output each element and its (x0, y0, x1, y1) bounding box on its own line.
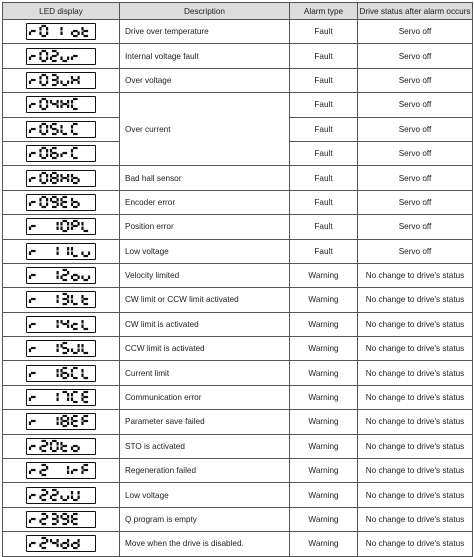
table-header-row (3, 3, 473, 20)
led-display (26, 389, 96, 406)
drive-status-cell: No change to drive's status (358, 385, 473, 409)
alarm-type-cell: Warning (290, 459, 358, 483)
led-digits (27, 488, 94, 502)
led-display (26, 170, 96, 187)
drive-status-cell: Servo off (358, 239, 473, 263)
description-cell: Over voltage (120, 68, 290, 92)
header-description: Description (120, 3, 290, 20)
led-digits (27, 341, 94, 355)
led-display (26, 72, 96, 89)
led-display (26, 121, 96, 138)
table-row (3, 337, 473, 361)
table-row (3, 68, 473, 92)
led-display (26, 267, 96, 284)
led-display (26, 511, 96, 528)
alarm-code-table-wrapper (2, 2, 473, 557)
led-display-cell (3, 532, 120, 556)
table-row (3, 190, 473, 214)
led-display-cell (3, 166, 120, 190)
led-display-cell (3, 239, 120, 263)
alarm-type-cell: Warning (290, 312, 358, 336)
drive-status-cell: No change to drive's status (358, 263, 473, 287)
table-row (3, 434, 473, 458)
led-display-cell (3, 190, 120, 214)
alarm-type-cell: Warning (290, 385, 358, 409)
alarm-type-cell: Fault (290, 117, 358, 141)
led-digits (27, 463, 94, 477)
led-display (26, 48, 96, 65)
description-cell: Drive over temperature (120, 20, 290, 44)
led-display-cell (3, 93, 120, 117)
drive-status-cell: No change to drive's status (358, 532, 473, 556)
description-cell: Low voltage (120, 239, 290, 263)
description-cell: Move when the drive is disabled. (120, 532, 290, 556)
description-cell: Parameter save failed (120, 410, 290, 434)
header-drive-status: Drive status after alarm occurs (358, 3, 473, 20)
led-digits (27, 195, 94, 209)
drive-status-cell: Servo off (358, 44, 473, 68)
led-display-cell (3, 483, 120, 507)
led-digits (27, 73, 94, 87)
led-display-cell (3, 215, 120, 239)
led-display-cell (3, 337, 120, 361)
led-display-cell (3, 141, 120, 165)
header-led-display: LED display (3, 3, 120, 20)
description-cell: Low voltage (120, 483, 290, 507)
drive-status-cell: No change to drive's status (358, 507, 473, 531)
description-cell: CCW limit is activated (120, 337, 290, 361)
drive-status-cell: Servo off (358, 166, 473, 190)
alarm-type-cell: Warning (290, 483, 358, 507)
led-display (26, 23, 96, 40)
drive-status-cell: Servo off (358, 93, 473, 117)
led-digits (27, 366, 94, 380)
led-display-cell (3, 361, 120, 385)
table-row (3, 532, 473, 556)
led-digits (27, 146, 94, 160)
led-display (26, 340, 96, 357)
led-display-cell (3, 68, 120, 92)
led-display-cell (3, 20, 120, 44)
led-display (26, 462, 96, 479)
drive-status-cell: No change to drive's status (358, 410, 473, 434)
led-display-cell (3, 410, 120, 434)
led-display-cell (3, 507, 120, 531)
led-digits (27, 512, 94, 526)
header-alarm-type: Alarm type (290, 3, 358, 20)
led-display (26, 291, 96, 308)
drive-status-cell: Servo off (358, 215, 473, 239)
drive-status-cell: No change to drive's status (358, 361, 473, 385)
led-digits (27, 219, 94, 233)
drive-status-cell: No change to drive's status (358, 434, 473, 458)
drive-status-cell: Servo off (358, 20, 473, 44)
table-row (3, 263, 473, 287)
led-display-cell (3, 263, 120, 287)
led-display (26, 145, 96, 162)
alarm-type-cell: Warning (290, 361, 358, 385)
drive-status-cell: Servo off (358, 141, 473, 165)
led-display (26, 96, 96, 113)
description-cell: Velocity limited (120, 263, 290, 287)
table-row (3, 166, 473, 190)
drive-status-cell: Servo off (358, 117, 473, 141)
alarm-code-table (2, 2, 473, 557)
alarm-type-cell: Fault (290, 141, 358, 165)
table-row (3, 410, 473, 434)
led-digits (27, 24, 94, 38)
drive-status-cell: No change to drive's status (358, 337, 473, 361)
led-digits (27, 292, 94, 306)
led-display-cell (3, 385, 120, 409)
led-display (26, 243, 96, 260)
description-cell: Current limit (120, 361, 290, 385)
led-display (26, 218, 96, 235)
led-digits (27, 439, 94, 453)
description-cell: Internal voltage fault (120, 44, 290, 68)
led-digits (27, 536, 94, 550)
description-cell: Regeneration failed (120, 459, 290, 483)
alarm-type-cell: Fault (290, 44, 358, 68)
table-row (3, 459, 473, 483)
led-display (26, 413, 96, 430)
description-cell: CW limit is activated (120, 312, 290, 336)
led-digits (27, 317, 94, 331)
led-display (26, 365, 96, 382)
drive-status-cell: No change to drive's status (358, 288, 473, 312)
led-digits (27, 244, 94, 258)
drive-status-cell: Servo off (358, 68, 473, 92)
led-display (26, 438, 96, 455)
alarm-type-cell: Fault (290, 215, 358, 239)
led-display (26, 535, 96, 552)
drive-status-cell: No change to drive's status (358, 459, 473, 483)
led-display (26, 487, 96, 504)
alarm-type-cell: Fault (290, 68, 358, 92)
led-display (26, 316, 96, 333)
drive-status-cell: No change to drive's status (358, 312, 473, 336)
table-row (3, 215, 473, 239)
table-row (3, 288, 473, 312)
led-digits (27, 390, 94, 404)
description-cell: Over current (120, 93, 290, 166)
led-display-cell (3, 459, 120, 483)
table-row (3, 385, 473, 409)
led-display-cell (3, 44, 120, 68)
led-digits (27, 49, 94, 63)
description-cell: Position error (120, 215, 290, 239)
description-cell: Communication error (120, 385, 290, 409)
alarm-type-cell: Fault (290, 239, 358, 263)
led-display-cell (3, 434, 120, 458)
description-cell: Bad hall sensor (120, 166, 290, 190)
table-row (3, 93, 473, 117)
description-cell: Q program is empty (120, 507, 290, 531)
alarm-type-cell: Warning (290, 263, 358, 287)
alarm-type-cell: Warning (290, 337, 358, 361)
alarm-type-cell: Fault (290, 93, 358, 117)
table-row (3, 239, 473, 263)
alarm-type-cell: Warning (290, 434, 358, 458)
led-digits (27, 414, 94, 428)
led-digits (27, 171, 94, 185)
led-display (26, 194, 96, 211)
led-display-cell (3, 312, 120, 336)
led-digits (27, 97, 94, 111)
table-row (3, 483, 473, 507)
table-row (3, 312, 473, 336)
table-row (3, 44, 473, 68)
alarm-type-cell: Fault (290, 166, 358, 190)
led-digits (27, 122, 94, 136)
alarm-type-cell: Warning (290, 507, 358, 531)
led-digits (27, 268, 94, 282)
led-display-cell (3, 288, 120, 312)
description-cell: Encoder error (120, 190, 290, 214)
alarm-type-cell: Warning (290, 288, 358, 312)
led-display-cell (3, 117, 120, 141)
description-cell: CW limit or CCW limit activated (120, 288, 290, 312)
drive-status-cell: Servo off (358, 190, 473, 214)
table-body (3, 20, 473, 557)
alarm-type-cell: Warning (290, 532, 358, 556)
description-cell: STO is activated (120, 434, 290, 458)
alarm-type-cell: Fault (290, 190, 358, 214)
alarm-type-cell: Warning (290, 410, 358, 434)
drive-status-cell: No change to drive's status (358, 483, 473, 507)
alarm-type-cell: Fault (290, 20, 358, 44)
table-row (3, 20, 473, 44)
table-row (3, 507, 473, 531)
table-row (3, 361, 473, 385)
